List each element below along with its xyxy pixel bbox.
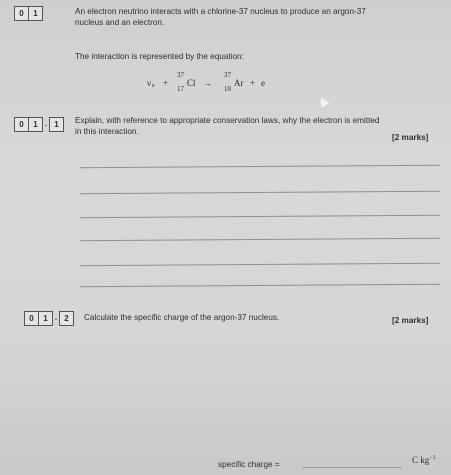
- neutrino-subscript: e: [152, 83, 155, 89]
- question-number-boxes: [14, 6, 42, 21]
- part-box-digit: 1: [28, 117, 43, 132]
- equation-intro: The interaction is represented by the equation:: [75, 52, 244, 61]
- ar-mass-number: 37: [224, 71, 231, 79]
- cl-mass-number: 37: [177, 71, 184, 79]
- answer-line[interactable]: [80, 191, 440, 195]
- part-box-digit: 1: [38, 311, 53, 326]
- mouse-pointer-icon: [316, 95, 329, 108]
- question-stem: [75, 6, 445, 28]
- answer-label: specific charge =: [218, 460, 280, 469]
- question-stem-line: nucleus and an electron.: [75, 18, 165, 27]
- part-box-digit: 2: [59, 311, 74, 326]
- answer-unit: [412, 455, 436, 465]
- chlorine-symbol: Cl: [187, 78, 196, 88]
- part-number-boxes: [24, 311, 73, 326]
- reaction-arrow: →: [203, 78, 212, 88]
- part1-marks: [2 marks]: [392, 133, 429, 142]
- answer-line[interactable]: [80, 284, 440, 288]
- question-box-digit: 0: [14, 6, 29, 21]
- part-number-boxes: [14, 117, 63, 132]
- nuclear-equation: [147, 71, 347, 96]
- argon-symbol: Ar: [234, 78, 244, 88]
- question-box-digit: 1: [28, 6, 43, 21]
- part-box-separator: .: [54, 313, 58, 322]
- plus-sign: +: [250, 78, 256, 88]
- part-box-digit: 0: [24, 311, 39, 326]
- part-box-digit: 1: [49, 117, 64, 132]
- ar-atomic-number: 18: [224, 85, 231, 93]
- answer-line[interactable]: [80, 165, 440, 169]
- part2-question: Calculate the specific charge of the argon-37 nucleus.: [84, 313, 280, 322]
- unit-exponent: −1: [429, 455, 436, 461]
- part1-question-line: in this interaction.: [75, 127, 139, 136]
- answer-line[interactable]: [80, 215, 440, 219]
- part2-marks: [2 marks]: [392, 316, 429, 325]
- answer-input-line[interactable]: [302, 467, 402, 468]
- part-box-separator: .: [44, 119, 48, 128]
- plus-sign: +: [163, 78, 169, 88]
- electron-symbol: e: [261, 78, 265, 88]
- neutrino-symbol: ν: [147, 78, 152, 88]
- part-box-digit: 0: [14, 117, 29, 132]
- answer-line[interactable]: [80, 263, 440, 267]
- cl-atomic-number: 17: [177, 85, 184, 93]
- question-stem-line: An electron neutrino interacts with a chlorine-37 nucleus to produce an argon-37: [75, 7, 366, 16]
- part1-question: [75, 115, 445, 137]
- answer-line[interactable]: [80, 238, 440, 242]
- unit-text: C kg: [412, 455, 430, 465]
- part1-question-line: Explain, with reference to appropriate conservation laws, why the electron is emitted: [75, 116, 380, 125]
